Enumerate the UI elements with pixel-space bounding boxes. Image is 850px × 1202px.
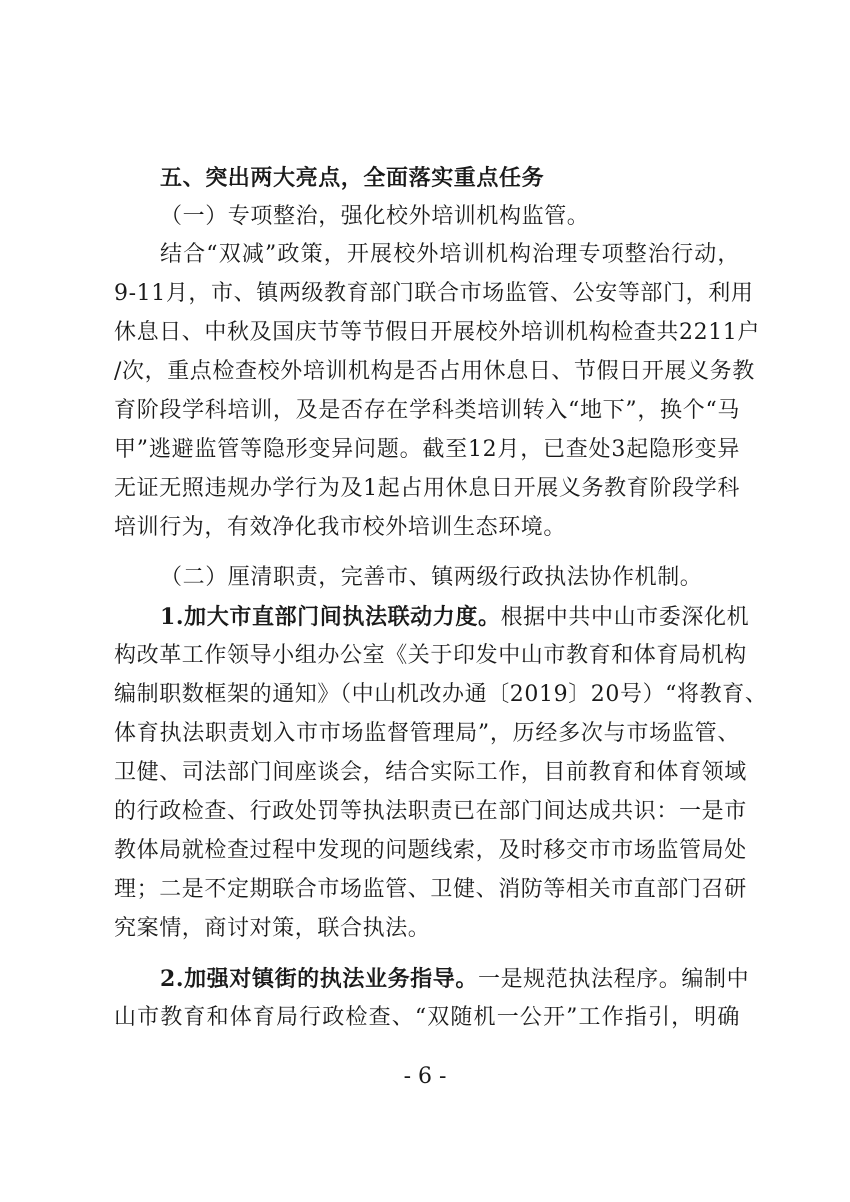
- paragraph-2-line: 理；二是不定期联合市场监管、卫健、消防等相关市直部门召研: [114, 877, 747, 902]
- paragraph-3-first-line: [160, 960, 750, 999]
- page-number: - 6 -: [403, 1064, 447, 1089]
- paragraph-2-first-rest: 根据中共中山市委深化机: [500, 605, 750, 630]
- paragraph-2-line: 卫健、司法部门间座谈会，结合实际工作，目前教育和体育领域: [114, 760, 747, 785]
- paragraph-1-line: 培训行为，有效净化我市校外培训生态环境。: [114, 515, 567, 540]
- paragraph-2-line: 究案情，商讨对策，联合执法。: [114, 916, 431, 941]
- paragraph-2-line: 编制职数框架的通知》（中山机改办通〔2019〕20号）“将教育、: [114, 682, 768, 707]
- subsection-heading-1: （一）专项整治，强化校外培训机构监管。: [160, 204, 590, 229]
- paragraph-1-line: 结合“双减”政策，开展校外培训机构治理专项整治行动，: [160, 242, 740, 267]
- paragraph-1-line: 9-11月，市、镇两级教育部门联合市场监管、公安等部门，利用: [114, 281, 754, 306]
- paragraph-3-first-rest: 一是规范执法程序。编制中: [477, 967, 750, 992]
- paragraph-1-line: 休息日、中秋及国庆节等节假日开展校外培训机构检查共2211户: [114, 320, 760, 345]
- paragraph-2-line: 的行政检查、行政处罚等执法职责已在部门间达成共识：一是市: [114, 799, 747, 824]
- paragraph-2-line: 教体局就检查过程中发现的问题线索，及时移交市市场监管局处: [114, 838, 747, 863]
- paragraph-1-line: /次，重点检查校外培训机构是否占用休息日、节假日开展义务教: [114, 359, 755, 384]
- paragraph-2-first-line: [160, 598, 750, 637]
- paragraph-3-lead: 2.加强对镇街的执法业务指导。: [160, 966, 478, 992]
- paragraph-3-line: 山市教育和体育局行政检查、“双随机一公开”工作指引，明确: [114, 1005, 740, 1030]
- paragraph-2-line: 构改革工作领导小组办公室《关于印发中山市教育和体育局机构: [114, 643, 747, 668]
- paragraph-2-lead: 1.加大市直部门间执法联动力度。: [160, 604, 501, 630]
- paragraph-1-line: 育阶段学科培训，及是否存在学科类培训转入“地下”，换个“马: [114, 398, 740, 423]
- section-heading: 五、突出两大亮点，全面落实重点任务: [160, 166, 545, 191]
- paragraph-2-line: 体育执法职责划入市市场监督管理局”，历经多次与市场监管、: [114, 721, 740, 746]
- paragraph-1-line: 无证无照违规办学行为及1起占用休息日开展义务教育阶段学科: [114, 476, 740, 501]
- paragraph-1-line: 甲”逃避监管等隐形变异问题。截至12月，已查处3起隐形变异: [114, 437, 740, 462]
- subsection-heading-2: （二）厘清职责，完善市、镇两级行政执法协作机制。: [160, 565, 703, 590]
